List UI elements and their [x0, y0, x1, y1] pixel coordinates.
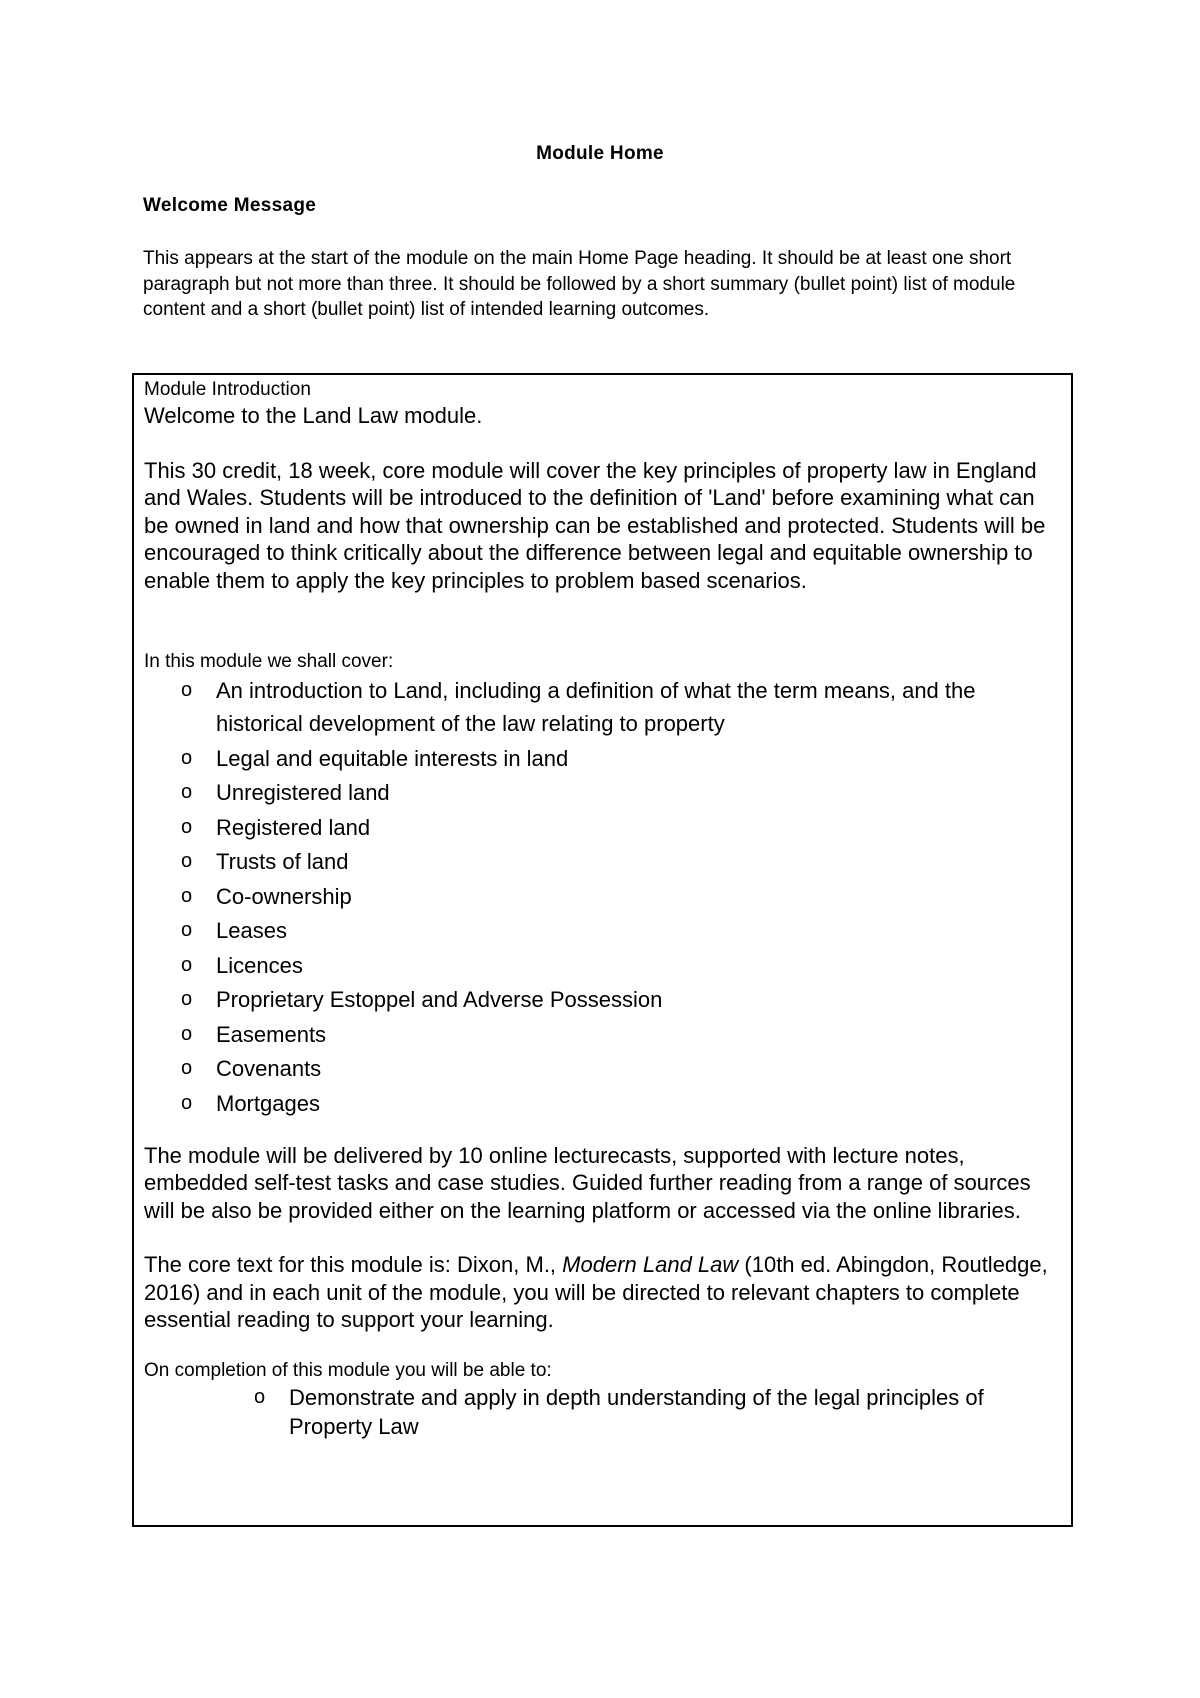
list-item: [144, 914, 1064, 947]
cover-list: [144, 674, 1064, 1120]
circle-bullet-icon: o: [181, 1022, 193, 1045]
core-text-rest: (10th ed. Abingdon, Routledge, 2016) and in each unit of the module, you will be directed to relevant chapters to complete essential reading to support your learning.: [144, 1252, 1048, 1332]
list-item: [144, 1087, 1064, 1120]
list-item-text: Demonstrate and apply in depth understanding of the legal principles of Property Law: [289, 1384, 984, 1439]
circle-bullet-icon: o: [181, 953, 193, 976]
list-item: [144, 811, 1064, 844]
list-item-text: Co-ownership: [216, 883, 352, 909]
welcome-instructions: This appears at the start of the module on the main Home Page heading. It should be at least one short paragraph but not more than three. It should be followed by a short summary (bullet point) list of module content and a short (bullet point) list of intended learning outcomes.: [143, 248, 1016, 320]
module-overview-paragraph: This 30 credit, 18 week, core module will cover the key principles of property law in England and Wales. Students will be introduced to the definition of 'Land' before examining what can be owned in land and how that ownership can be established and protected. Students will be encouraged to think critically about the difference between legal and equitable ownership to enable them to apply the key principles to problem based scenarios.: [144, 457, 1046, 593]
list-item: [144, 1018, 1064, 1051]
core-text-paragraph: [144, 1251, 1064, 1334]
list-item-text: Trusts of land: [216, 849, 349, 874]
core-text-lead: The core text for this module is: Dixon, M.,: [144, 1252, 563, 1277]
circle-bullet-icon: o: [181, 781, 193, 803]
list-item: [144, 1052, 1064, 1085]
circle-bullet-icon: o: [181, 850, 193, 872]
cover-lead-text: In this module we shall cover:: [144, 651, 394, 672]
list-item-text: Unregistered land: [216, 780, 390, 805]
list-item-text: Licences: [216, 952, 303, 978]
circle-bullet-icon: o: [181, 679, 193, 701]
delivery-paragraph: The module will be delivered by 10 online lecturecasts, supported with lecture notes, embedded self-test tasks and case studies. Guided further reading from a range of sources will be also be provided either on the learning platform or accessed via the online libraries.: [144, 1142, 1031, 1223]
module-introduction-content: [144, 378, 1064, 1441]
list-item: [144, 1383, 1064, 1441]
list-item: [144, 674, 1064, 740]
list-item: [144, 880, 1064, 913]
list-item-text: Covenants: [216, 1056, 322, 1081]
circle-bullet-icon: o: [254, 1385, 266, 1408]
list-item-text: Easements: [216, 1021, 327, 1047]
list-item-text: An introduction to Land, including a definition of what the term means, and the historical development of the law relating to property: [216, 678, 976, 736]
list-item-text: Proprietary Estoppel and Adverse Possession: [216, 987, 663, 1012]
core-text-book-title: Modern Land Law: [562, 1252, 739, 1277]
list-item: [144, 983, 1064, 1016]
welcome-message-heading: Welcome Message: [143, 195, 317, 216]
list-item: [144, 949, 1064, 982]
circle-bullet-icon: o: [181, 1091, 193, 1114]
outcome-list: [144, 1383, 1064, 1441]
list-item: [144, 845, 1064, 878]
list-item: [144, 742, 1064, 775]
welcome-line: Welcome to the Land Law module.: [144, 403, 483, 428]
circle-bullet-icon: o: [181, 988, 193, 1010]
circle-bullet-icon: o: [181, 919, 193, 941]
page-title: Module Home: [536, 143, 664, 164]
module-introduction-box: [132, 373, 1073, 1527]
list-item-text: Mortgages: [216, 1090, 320, 1116]
circle-bullet-icon: o: [181, 746, 193, 769]
module-introduction-label: Module Introduction: [144, 379, 311, 400]
list-item: [144, 776, 1064, 809]
circle-bullet-icon: o: [181, 815, 193, 838]
outcomes-lead-text: On completion of this module you will be able to:: [144, 1359, 552, 1381]
list-item-text: Legal and equitable interests in land: [216, 745, 569, 771]
circle-bullet-icon: o: [181, 884, 193, 907]
list-item-text: Leases: [216, 918, 287, 943]
circle-bullet-icon: o: [181, 1057, 193, 1079]
list-item-text: Registered land: [216, 814, 371, 840]
